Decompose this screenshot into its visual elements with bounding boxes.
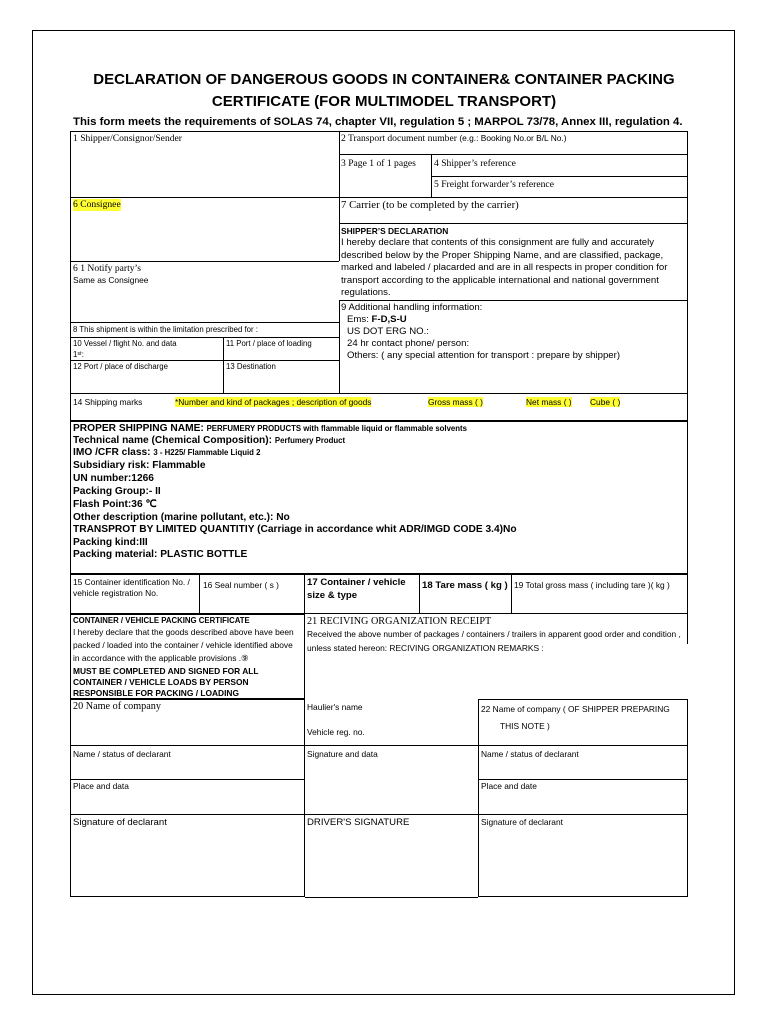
requirements-text: This form meets the requirements of SOLAS 74, chapter VII, regulation 5 ; MARPOL 73/78, Annex III, regulation 4. [73,116,683,128]
port-loading-label: 11 Port / place of loading [226,339,312,348]
transport-doc-label: 2 Transport document number (e.g.: Booking No.or B/L No.) [341,133,567,144]
must-complete-2: CONTAINER / VEHICLE LOADS BY PERSON [73,677,249,687]
must-complete-1: MUST BE COMPLETED AND SIGNED FOR ALL [73,666,259,676]
driver-signature-label: DRIVER'S SIGNATURE [307,817,410,828]
page-count-label: 3 Page 1 of 1 pages [341,158,416,169]
flash-point: Flash Point:36 ℃ [73,499,157,510]
container-type-label: size & type [307,590,358,601]
packages-description-label: *Number and kind of packages ; description of goods [175,397,372,407]
container-id-label: 15 Container identification No. / [73,577,190,587]
receiving-receipt-text-1: Received the above number of packages / containers / trailers in apparent good order and condition , [307,629,681,639]
carrier-label: 7 Carrier (to be completed by the carrier) [341,199,519,211]
vehicle-registration-label: vehicle registration No. [73,588,159,598]
limited-quantity: TRANSPROT BY LIMITED QUANTITIY (Carriage in accordance whit ADR/IMGD CODE 3.4)No [73,524,517,535]
haulier-name-label: Haulier's name [307,702,363,712]
declarant-status-label-right: Name / status of declarant [481,749,579,759]
technical-name: Technical name (Chemical Composition): Perfumery Product [73,435,346,446]
destination-label: 13 Destination [226,362,276,371]
packing-group: Packing Group:- II [73,486,161,497]
total-gross-mass-label: 19 Total gross mass ( including tare )( kg ) [514,580,670,590]
proper-shipping-name: PROPER SHIPPING NAME: PERFUMERY PRODUCTS with flammable liquid or flammable solvents [73,423,467,434]
company-name-label-20: 20 Name of company [73,701,161,712]
packing-certificate-heading: CONTAINER / VEHICLE PACKING CERTIFICATE [73,616,250,625]
port-discharge-label: 12 Port / place of discharge [73,362,168,371]
packing-certificate-text-1: I hereby declare that the goods described above have been [73,627,294,637]
other-instructions: Others: ( any special attention for transport : prepare by shipper) [347,350,621,361]
additional-handling-heading: 9 Additional handling information: [341,302,483,313]
limitation-label: 8 This shipment is within the limitation prescribed for : [73,325,258,334]
form-title-line1: DECLARATION OF DANGEROUS GOODS IN CONTAINER& CONTAINER PACKING [93,71,675,88]
place-date-label: Place and date [481,781,537,791]
signature-declarant-left: Signature of declarant [73,817,167,828]
subsidiary-risk: Subsidiary risk: Flammable [73,460,206,471]
signature-declarant-right: Signature of declarant [481,817,563,827]
form-title-line2: CERTIFICATE (FOR MULTIMODEL TRANSPORT) [211,93,557,110]
notify-party-value: Same as Consignee [73,275,149,285]
shipping-marks-label: 14 Shipping marks [73,397,143,407]
shipper-reference-label: 4 Shipper’s reference [434,158,516,169]
tare-mass-label: 18 Tare mass ( kg ) [422,580,508,591]
contact-phone: 24 hr contact phone/ person: [347,338,470,349]
packing-certificate-text-2: packed / loaded into the container / vehicle identified above [73,640,293,650]
company-name-label-22-cont: THIS NOTE ) [500,721,550,731]
receiving-receipt-text-2: unless stated hereon: RECIVING ORGANIZATION REMARKS : [307,643,544,653]
company-name-label-22: 22 Name of company ( OF SHIPPER PREPARING [481,704,670,714]
signature-data-label: Signature and data [307,749,378,759]
declarant-left-box [70,699,305,897]
us-dot-erg: US DOT ERG NO.: [347,326,429,337]
declarant-status-label-left: Name / status of declarant [73,749,171,759]
ems-line: Ems: F-D,S-U [347,314,407,325]
consignee-label: 6 Consignee [73,199,121,210]
shipper-declaration-heading: SHIPPER’S DECLARATION [341,226,449,236]
notify-party-label: 6 1 Notify party’s [73,263,141,274]
un-number: UN number:1266 [73,473,154,484]
must-complete-3: RESPONSIBLE FOR PACKING / LOADING [73,688,239,698]
packing-kind: Packing kind:III [73,537,148,548]
packing-material: Packing material: PLASTIC BOTTLE [73,549,248,560]
shipper-label: 1 Shipper/Consignor/Sender [73,133,182,144]
gross-mass-label: Gross mass ( ) [428,397,483,407]
net-mass-label: Net mass ( ) [526,397,572,407]
seal-number-label: 16 Seal number ( s ) [203,580,279,590]
shipper-declaration-text: I hereby declare that contents of this consignment are fully and accurately described below by the Proper Shipping Name, and are classified, package, marked and labeled / placarded and are in all respects in proper condition for transport according to the applicable international and national government regulations. [341,237,668,299]
vessel-value: 1ˢᵗ: [73,350,84,359]
imo-class: IMO /CFR class: 3 - H225/ Flammable Liquid 2 [73,447,261,458]
freight-forwarder-reference-label: 5 Freight forwarder’s reference [434,179,554,190]
receiving-receipt-heading: 21 RECIVING ORGANIZATION RECEIPT [307,616,492,627]
vessel-label: 10 Vessel / flight No. and data [73,339,177,348]
place-data-label: Place and data [73,781,129,791]
vehicle-reg-label: Vehicle reg. no. [307,727,365,737]
container-size-label: 17 Container / vehicle [307,577,406,588]
packing-certificate-text-3: in accordance with the applicable provisions .⑨ [73,653,249,663]
other-description: Other description (marine pollutant, etc.): No [73,512,290,523]
cube-label: Cube ( ) [590,397,621,407]
